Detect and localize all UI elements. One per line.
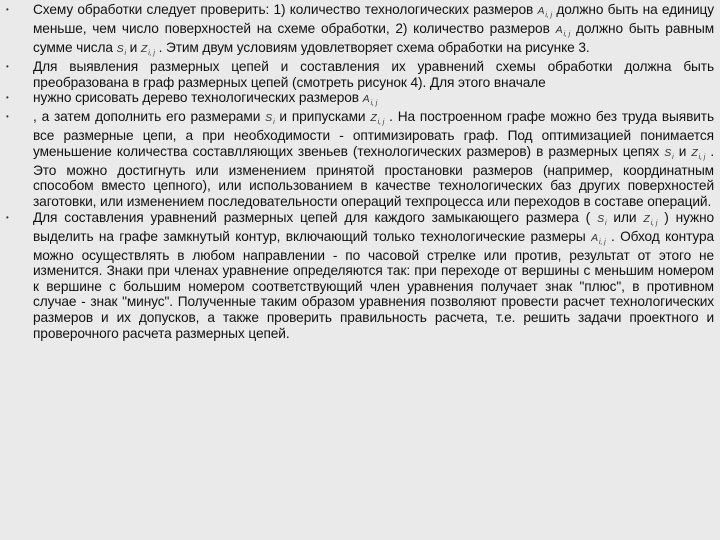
formula-a-ij: $A_{i, j}$ — [537, 5, 553, 19]
paragraph-text: и — [129, 40, 138, 55]
formula-s-i: $S_i$ — [597, 212, 607, 227]
formula-s-i: $S_i$ — [664, 146, 674, 161]
formula-z-ij: $Z_{i, j}$ — [140, 43, 155, 57]
paragraph-text: или — [613, 209, 637, 225]
paragraph-text: , а затем дополнить его размерами — [33, 109, 261, 125]
bullet-icon: • — [6, 212, 9, 222]
paragraph-text: и припусками — [279, 109, 366, 125]
paragraph-text: должно быть равным сумме числа — [33, 21, 715, 55]
formula-s-i: $S_i$ — [116, 43, 126, 57]
paragraph-text: и — [678, 143, 687, 159]
formula-z-ij: $Z_{i, j}$ — [643, 212, 658, 227]
paragraph-text: Для составления уравнений размерных цепей для каждого замыкающего размера ( — [33, 209, 591, 225]
bullet-icon: • — [6, 112, 9, 122]
paragraph-text: . Это можно достигнуть или изменением принятой простановки размеров (например, координатным способом вместо цепного), или использованием в качестве технологических баз других поверхностей заготовки, или изменением последовательности операций техпроцесса или переходов в составе операций. — [33, 143, 715, 209]
list-item — [6, 2, 714, 59]
bullet-icon: • — [6, 62, 9, 71]
paragraph-text: . На построенном графе можно без труда выявить все размерные цепи, а при необходимости - оптимизировать граф. Под оптимизацией понимается уменьшение количества составлляющих звеньев (технологических размеров) в размерных цепях — [33, 109, 714, 159]
list-item — [6, 90, 714, 109]
bullet-list — [6, 2, 714, 341]
paragraph-text: нужно срисовать дерево технологических размеров — [33, 90, 359, 106]
bullet-icon: • — [6, 93, 9, 103]
list-item — [6, 210, 714, 342]
formula-a-ij: $A_{i, j}$ — [362, 93, 378, 108]
paragraph-text: ) нужно выделить на графе замкнутый контур, включающий только технологические размеры — [33, 209, 715, 244]
paragraph-text: Для выявления размерных цепей и составления их уравнений схемы обработки должна быть преобразована в граф размерных цепей (смотреть рисунок 4). Для этого вначале — [33, 59, 714, 90]
formula-a-ij: $A_{i, j}$ — [591, 231, 606, 246]
paragraph-text: должно быть на единицу меньше, чем число поверхностей на схеме обработки, 2) количество размеров — [33, 2, 715, 36]
formula-a-ij: $A_{i, j}$ — [555, 24, 571, 38]
formula-z-ij: $Z_{i, j}$ — [691, 146, 706, 161]
paragraph-text: . Этим двум условиям удовлетворяет схема обработки на рисунке 3. — [158, 40, 590, 55]
list-item — [6, 109, 714, 209]
bullet-icon: • — [6, 5, 9, 14]
list-item — [6, 59, 714, 90]
formula-s-i: $S_i$ — [265, 112, 275, 127]
formula-z-ij: $Z_{i, j}$ — [370, 112, 385, 127]
paragraph-text: Схему обработки следует проверить: 1) количество технологических размеров — [33, 2, 534, 17]
paragraph-text: . Обход контура можно осуществлять в любом направлении - по часовой стрелке или против, результат от этого не изменится. Знаки при членах уравнение определяются так: при переходе от вершины с меньшим номером к вершине с большим номером соответствующий член уравнения получает знак "плюс", в противном случае - знак "минус". Полученные таким образом уравнения позволяют провести расчет технологических размеров и их допусков, а также проверить правильность расчета, т.е. решить задачи проектного и проверочного расчета размерных цепей. — [33, 228, 715, 341]
